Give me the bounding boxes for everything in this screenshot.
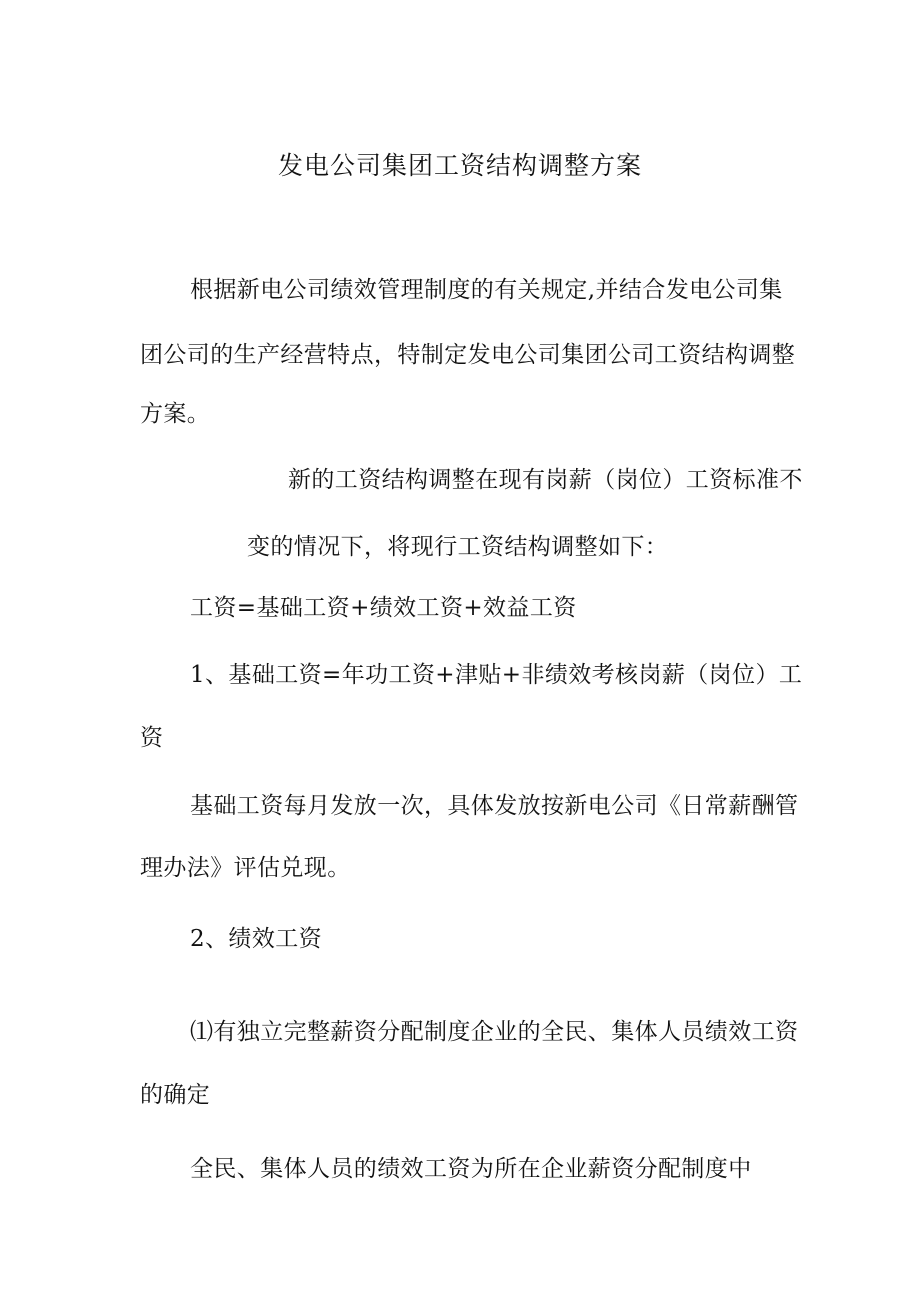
item-1-line-1: 1、基础工资=年功工资+津贴+非绩效考核岗薪（岗位）工 — [190, 662, 803, 688]
paragraph-adjustment-line-2: 变的情况下，将现行工资结构调整如下： — [247, 534, 669, 560]
document-title: 发电公司集团工资结构调整方案 — [277, 151, 642, 180]
paragraph-intro-line-2: 团公司的生产经营特点，特制定发电公司集团公司工资结构调整 — [140, 342, 796, 368]
item-2-1-line-1: ⑴有独立完整薪资分配制度企业的全民、集体人员绩效工资 — [190, 1019, 799, 1045]
paragraph-basic-pay-line-1: 基础工资每月发放一次，具体发放按新电公司《日常薪酬管 — [190, 793, 799, 819]
paragraph-intro-line-1: 根据新电公司绩效管理制度的有关规定,并结合发电公司集 — [190, 277, 783, 303]
paragraph-intro-line-3: 方案。 — [140, 401, 211, 427]
item-2-1-body-line-1: 全民、集体人员的绩效工资为所在企业薪资分配制度中 — [190, 1156, 752, 1182]
paragraph-formula: 工资=基础工资+绩效工资+效益工资 — [190, 595, 577, 621]
paragraph-adjustment-line-1: 新的工资结构调整在现有岗薪（岗位）工资标准不 — [288, 467, 803, 493]
paragraph-basic-pay-line-2: 理办法》评估兑现。 — [140, 855, 351, 881]
item-1-line-2: 资 — [140, 725, 164, 751]
item-2-heading: 2、绩效工资 — [190, 926, 323, 952]
item-2-1-line-2: 的确定 — [140, 1082, 211, 1108]
